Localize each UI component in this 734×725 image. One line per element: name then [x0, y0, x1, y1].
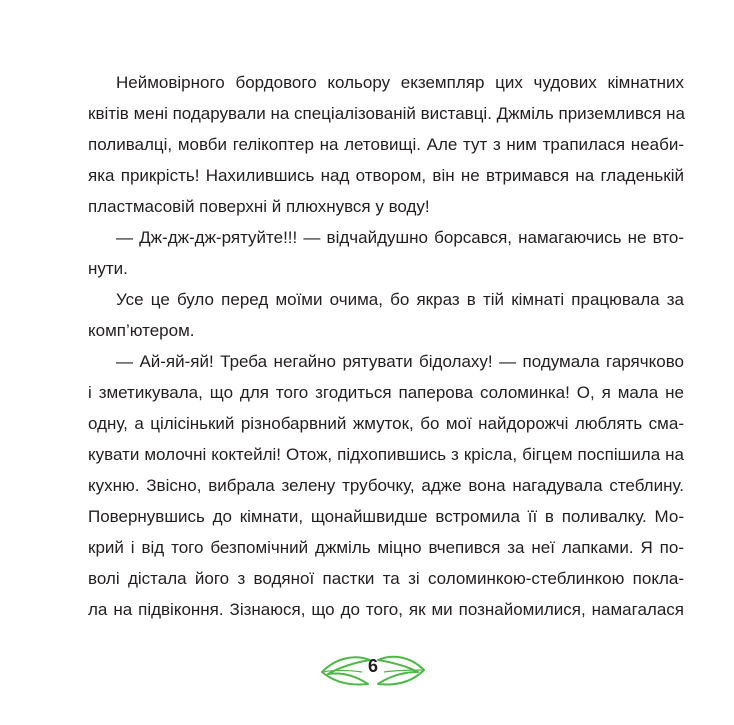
text-line: ла на підвіконня. Зізнаюся, що до того, як ми познайомилися, намагалася: [88, 600, 684, 619]
text-line: яка прикрість! Нахилившись над отвором, він не втримався на гладенькій: [88, 166, 684, 185]
text-line: комп’ютером.: [88, 321, 195, 340]
text-line: кувати молочні коктейлі! Отож, підхопившись з крісла, бігцем поспішила на: [88, 445, 684, 464]
text-line: кухню. Звісно, вибрала зелену трубочку, адже вона нагадувала стеблину.: [88, 476, 684, 495]
text-line: волі дістала його з водяної пастки та зі соломинкою-стеблинкою покла-: [88, 569, 684, 588]
text-line: Неймовірного бордового кольору екземпляр цих чудових кімнатних: [116, 73, 684, 92]
text-line: пластмасовій поверхні й плюхнувся у воду!: [88, 197, 430, 216]
text-line: Повернувшись до кімнати, щонайшвидше встромила її в поливалку. Мо-: [88, 507, 684, 526]
page-body-text: [88, 67, 684, 625]
page-footer: [318, 648, 428, 694]
text-line: нути.: [88, 259, 128, 278]
text-line: і зметикувала, що для того згодиться паперова соломинка! О, я мала не: [88, 383, 684, 402]
text-line: квітів мені подарували на спеціалізованій виставці. Джміль приземлився на: [88, 104, 685, 123]
page-number: 6: [367, 656, 378, 676]
text-line: поливалці, мовби гелікоптер на летовищі. Але тут з ним трапилася неаби-: [88, 135, 684, 154]
text-line: — Ай-яй-яй! Треба негайно рятувати бідолаху! — подумала гарячково: [116, 352, 684, 371]
text-line: одну, а цілісінький різнобарвний жмуток, бо мої найдорожчі люблять сма-: [88, 414, 684, 433]
text-line: — Дж-дж-дж-рятуйте!!! — відчайдушно борсався, намагаючись не вто-: [116, 228, 684, 247]
text-line: Усе це було перед моїми очима, бо якраз в тій кімнаті працювала за: [116, 290, 684, 309]
text-line: крий і від того безпомічний джміль міцно вчепився за неї лапками. Я по-: [88, 538, 684, 557]
